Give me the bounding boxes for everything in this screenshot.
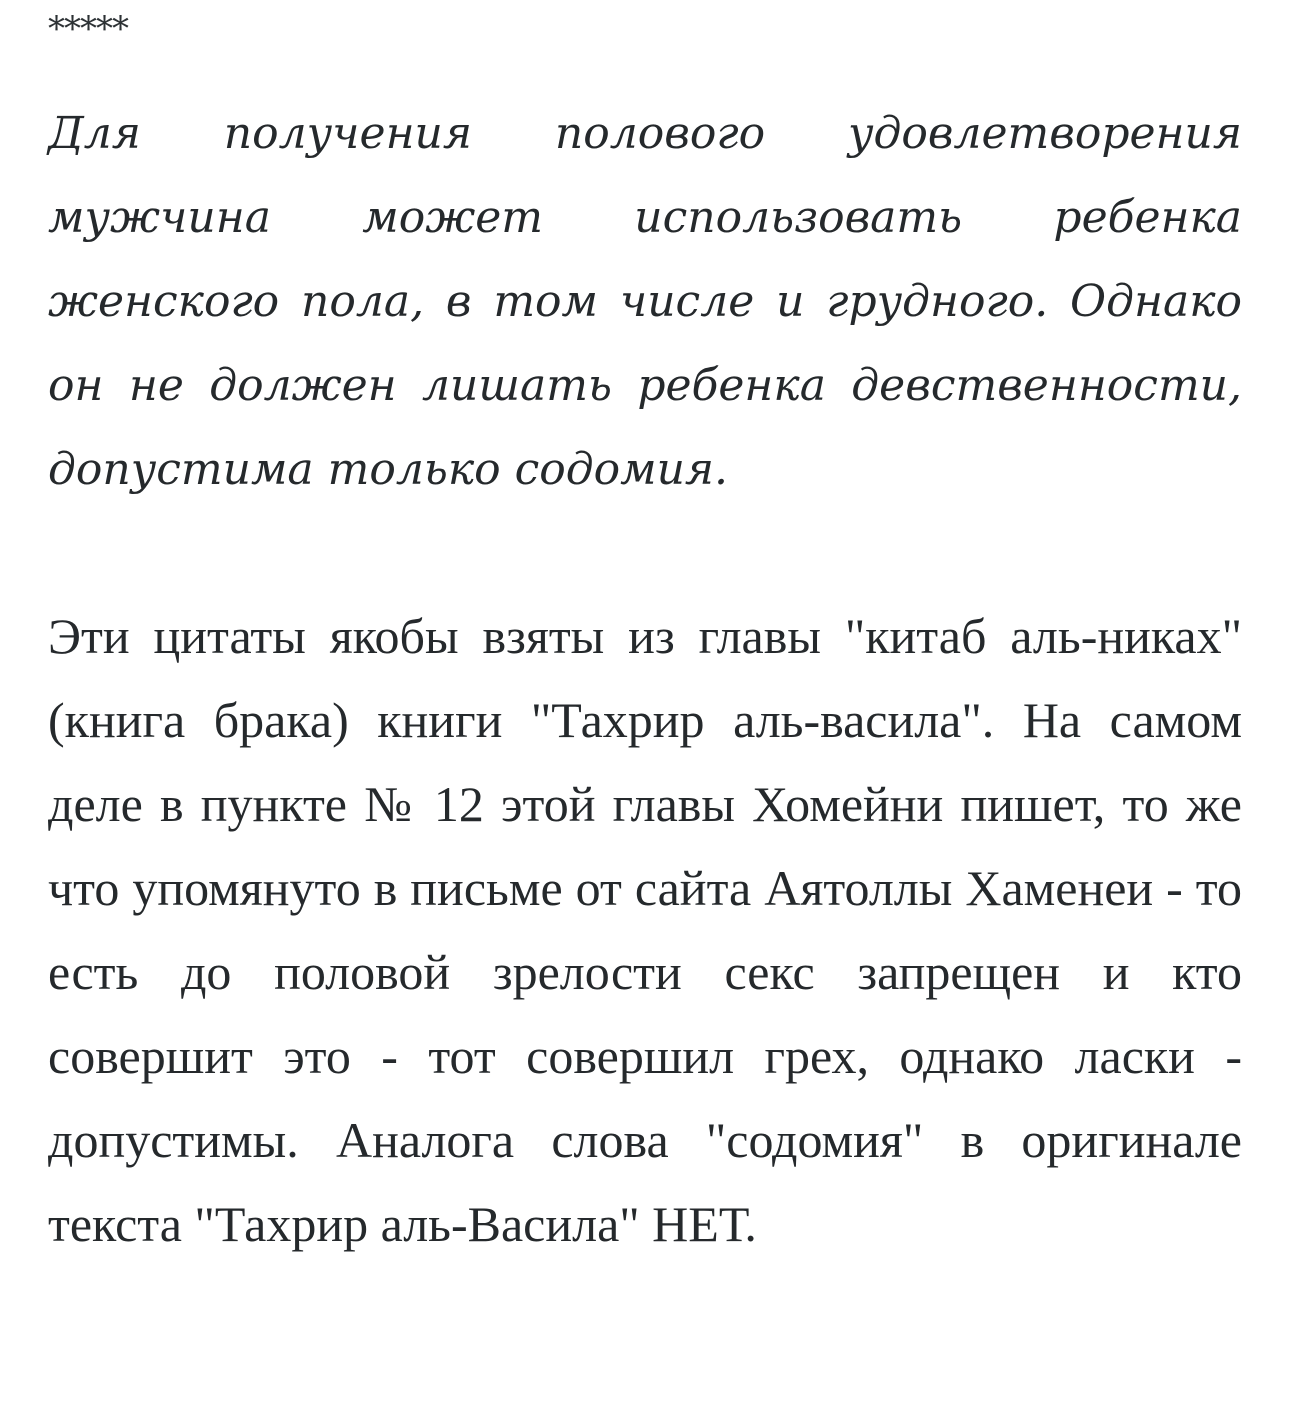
- section-separator: *****: [48, 9, 128, 49]
- quoted-passage: Для получения полового удовлетворения мужчина может использовать ребенка женского пола, в том числе и грудного. Однако он не должен лишать ребенка девственности, допустима только содомия.: [48, 108, 1242, 495]
- article: [48, 0, 1242, 1266]
- body-paragraph: Эти цитаты якобы взяты из главы "китаб аль-никах" (книга брака) книги "Тахрир аль-васила". На самом деле в пункте № 12 этой главы Хомейни пишет, то же что упомянуто в письме от сайта Аятоллы Хаменеи - то есть до половой зрелости секс запрещен и кто совершит это - тот совершил грех, однако ласки - допустимы. Аналога слова "содомия" в оригинале текста "Тахрир аль-Васила" НЕТ.: [48, 608, 1242, 1252]
